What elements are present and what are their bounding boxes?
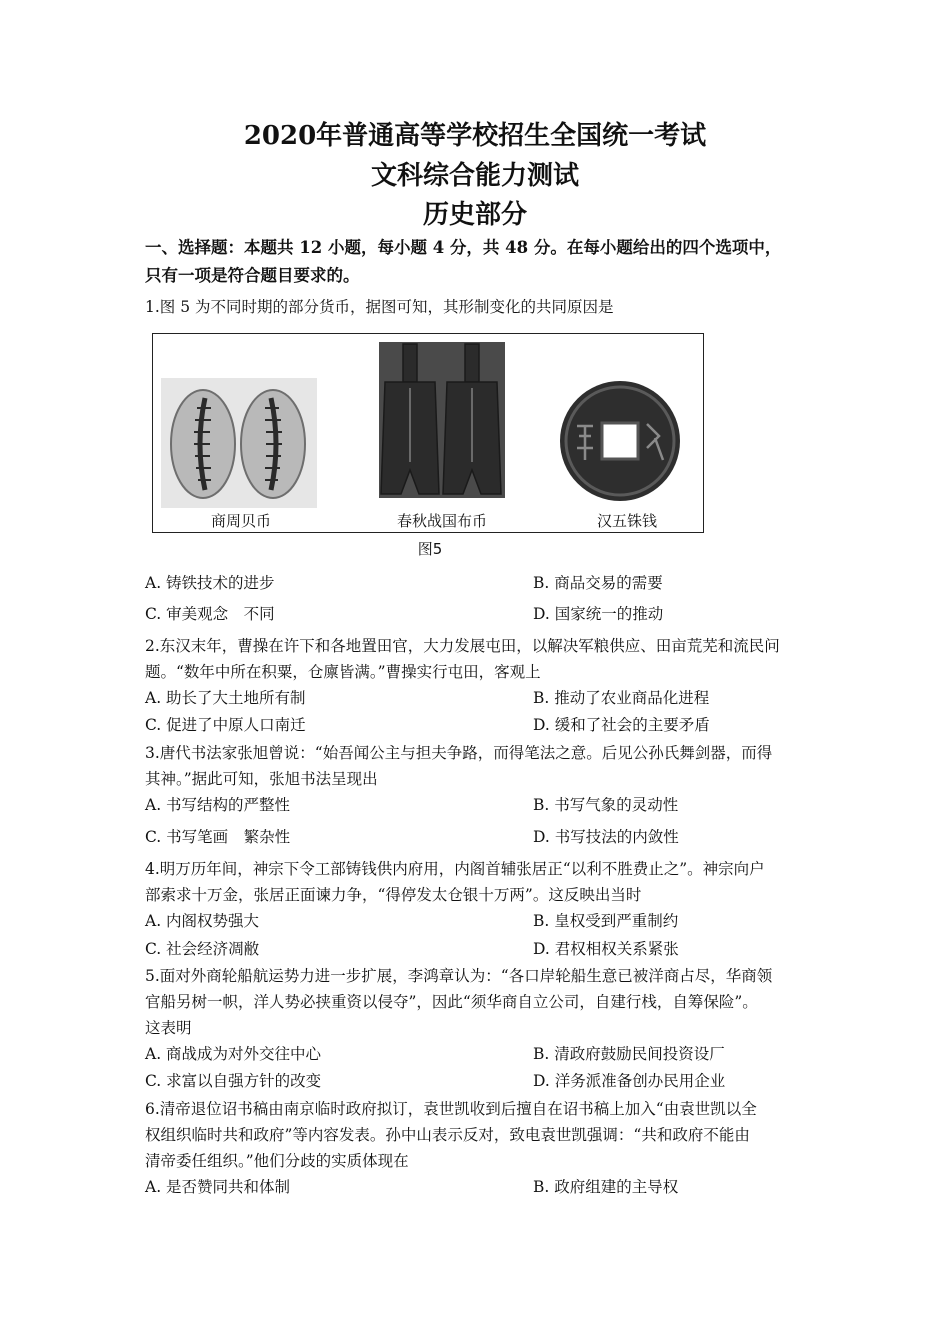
question-line: 清帝委任组织。”他们分歧的实质体现在 bbox=[145, 1152, 409, 1170]
section-instructions-line: 只有一项是符合题目要求的。 bbox=[145, 266, 360, 285]
question-line: 1.图 5 为不同时期的部分货币，据图可知，其形制变化的共同原因是 bbox=[145, 298, 614, 316]
question-4-option-d: D. 君权相权关系紧张 bbox=[533, 940, 679, 958]
question-1-option-c: C. 审美观念 不同 bbox=[145, 605, 275, 623]
question-line: 4.明万历年间，神宗下令工部铸钱供内府用，内阁首辅张居正“以利不胜费止之”。神宗向户 bbox=[145, 860, 765, 878]
figure-label-wuzhu-coin: 汉五铢钱 bbox=[597, 512, 658, 530]
question-2-stem bbox=[145, 633, 815, 685]
figure-label-shell-money: 商周贝币 bbox=[211, 512, 272, 530]
question-3-option-a: A. 书写结构的严整性 bbox=[145, 796, 291, 814]
question-5-option-c: C. 求富以自强方针的改变 bbox=[145, 1072, 322, 1090]
question-line: 这表明 bbox=[145, 1019, 192, 1037]
question-line: 5.面对外商轮船航运势力进一步扩展，李鸿章认为：“各口岸轮船生意已被洋商占尽，华商领 bbox=[145, 967, 773, 985]
question-4-option-a: A. 内阁权势强大 bbox=[145, 912, 260, 930]
question-1-option-b: B. 商品交易的需要 bbox=[533, 574, 663, 592]
question-3-option-c: C. 书写笔画 繁杂性 bbox=[145, 828, 291, 846]
section-instructions-line: 一、选择题：本题共 12 小题，每小题 4 分，共 48 分。在每小题给出的四个选项中， bbox=[145, 238, 782, 257]
question-3-stem bbox=[145, 740, 815, 792]
question-1-option-d: D. 国家统一的推动 bbox=[533, 605, 664, 623]
wuzhu-coin-image bbox=[555, 376, 685, 506]
exam-title: 2020年普通高等学校招生全国统一考试 bbox=[243, 121, 707, 151]
question-1-option-a: A. 铸铁技术的进步 bbox=[145, 574, 275, 592]
question-5-option-d: D. 洋务派准备创办民用企业 bbox=[533, 1072, 726, 1090]
question-line: 2.东汉末年，曹操在许下和各地置田官，大力发展屯田，以解决军粮供应、田亩荒芜和流民问 bbox=[145, 637, 780, 655]
section-instructions bbox=[145, 234, 815, 290]
question-4-stem bbox=[145, 856, 815, 908]
question-2-option-a: A. 助长了大土地所有制 bbox=[145, 689, 306, 707]
question-4-option-b: B. 皇权受到严重制约 bbox=[533, 912, 679, 930]
question-3-option-b: B. 书写气象的灵动性 bbox=[533, 796, 679, 814]
figure-caption: 图5 bbox=[417, 540, 443, 558]
figure-label-spade-money: 春秋战国布币 bbox=[397, 512, 488, 530]
question-line: 其神。”据此可知，张旭书法呈现出 bbox=[145, 770, 378, 788]
question-2-option-d: D. 缓和了社会的主要矛盾 bbox=[533, 716, 710, 734]
shell-money-image bbox=[161, 378, 317, 508]
question-line: 题。“数年中所在积粟，仓廪皆满。”曹操实行屯田，客观上 bbox=[145, 663, 541, 681]
question-2-option-c: C. 促进了中原人口南迁 bbox=[145, 716, 306, 734]
question-line: 6.清帝退位诏书稿由南京临时政府拟订，袁世凯收到后擅自在诏书稿上加入“由袁世凯以全 bbox=[145, 1100, 757, 1118]
exam-section-title: 历史部分 bbox=[422, 200, 527, 230]
question-6-option-a: A. 是否赞同共和体制 bbox=[145, 1178, 291, 1196]
question-line: 部索求十万金，张居正面谏力争，“得停发太仓银十万两”。这反映出当时 bbox=[145, 886, 642, 904]
question-6-option-b: B. 政府组建的主导权 bbox=[533, 1178, 679, 1196]
question-5-option-a: A. 商战成为对外交往中心 bbox=[145, 1045, 322, 1063]
question-line: 权组织临时共和政府”等内容发表。孙中山表示反对，致电袁世凯强调：“共和政府不能由 bbox=[145, 1126, 750, 1144]
exam-subtitle: 文科综合能力测试 bbox=[370, 161, 579, 191]
question-line: 官船另树一帜，洋人势必挟重资以侵夺”，因此“须华商自立公司，自建行栈，自筹保险”。 bbox=[145, 993, 758, 1011]
question-1-stem bbox=[145, 294, 815, 320]
question-5-option-b: B. 清政府鼓励民间投资设厂 bbox=[533, 1045, 725, 1063]
spade-money-image bbox=[379, 342, 505, 498]
question-4-option-c: C. 社会经济凋敝 bbox=[145, 940, 260, 958]
question-3-option-d: D. 书写技法的内敛性 bbox=[533, 828, 679, 846]
currency-figure bbox=[152, 333, 704, 533]
question-6-stem bbox=[145, 1096, 815, 1174]
question-line: 3.唐代书法家张旭曾说：“始吾闻公主与担夫争路，而得笔法之意。后见公孙氏舞剑器，而得 bbox=[145, 744, 773, 762]
question-2-option-b: B. 推动了农业商品化进程 bbox=[533, 689, 710, 707]
question-5-stem bbox=[145, 963, 815, 1041]
